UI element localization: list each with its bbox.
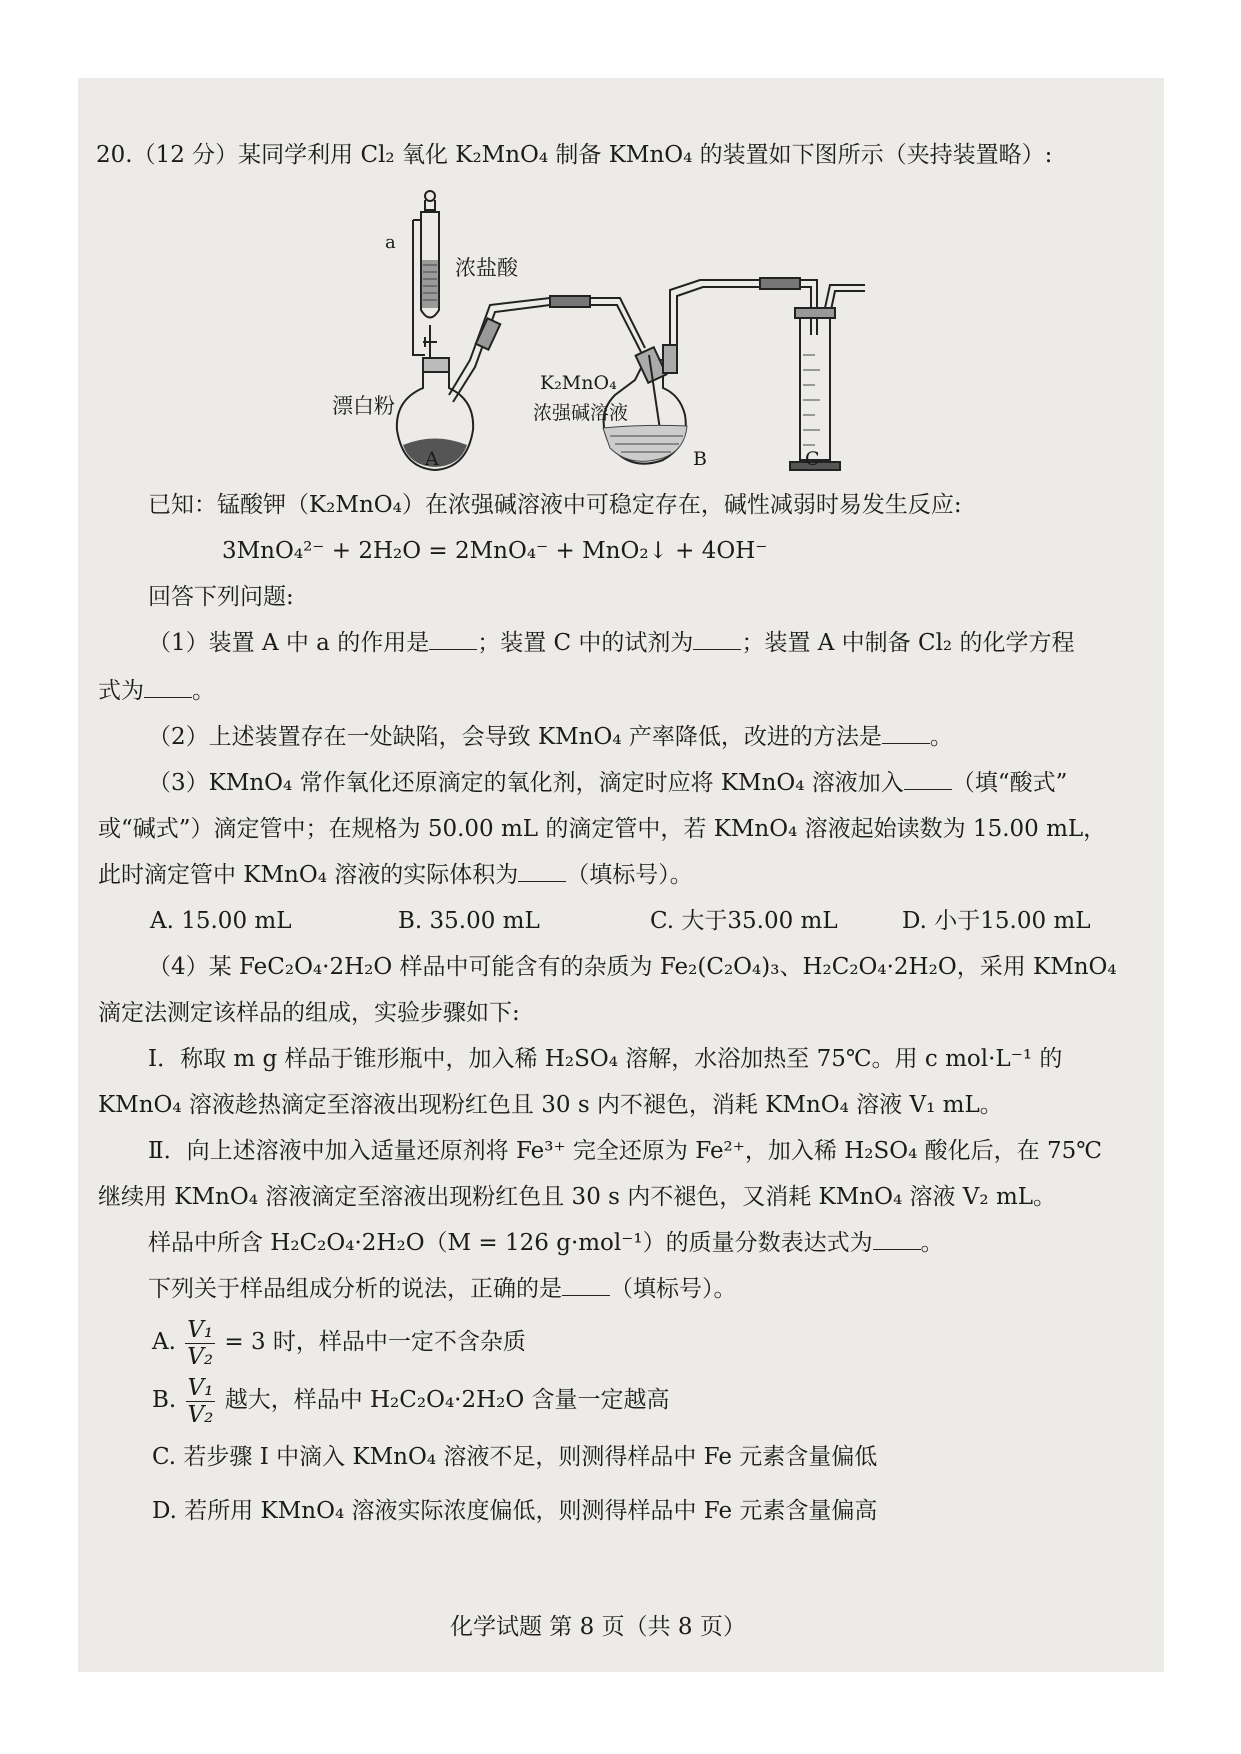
fraction-numerator: V₁: [187, 1316, 214, 1343]
part-1-text-a: （1）装置 A 中 a 的作用是: [148, 630, 430, 656]
answer-blank[interactable]: [562, 1277, 610, 1296]
option-a-text: = 3 时，样品中一定不含杂质: [224, 1329, 526, 1355]
label-concentrated-hcl: 浓盐酸: [455, 256, 518, 280]
label-k2mno4: K₂MnO₄: [540, 372, 617, 394]
reaction-equation: 3MnO₄²⁻ + 2H₂O = 2MnO₄⁻ + MnO₂↓ + 4OH⁻: [222, 538, 768, 564]
part-1-line-1: [148, 628, 1074, 658]
label-bleaching-powder: 漂白粉: [332, 394, 395, 418]
page-footer: 化学试题 第 8 页（共 8 页）: [450, 1614, 746, 1640]
answer-blank[interactable]: [144, 679, 192, 698]
analysis-option-c: C. 若步骤 Ⅰ 中滴入 KMnO₄ 溶液不足，则测得样品中 Fe 元素含量偏低: [152, 1444, 878, 1470]
analysis-option-d: D. 若所用 KMnO₄ 溶液实际浓度偏低，则测得样品中 Fe 元素含量偏高: [152, 1498, 878, 1524]
mass-fraction-end: 。: [920, 1230, 944, 1256]
part-3-option-d: D. 小于15.00 mL: [902, 908, 1091, 934]
question-20-heading: 20.（12 分）某同学利用 Cl₂ 氧化 K₂MnO₄ 制备 KMnO₄ 的装置如下图所示（夹持装置略）:: [96, 142, 1053, 168]
part-2-text-b: 。: [929, 724, 953, 750]
answer-blank[interactable]: [518, 863, 566, 882]
step-1-line-2: KMnO₄ 溶液趁热滴定至溶液出现粉红色且 30 s 内不褪色，消耗 KMnO₄ 溶液 V₁ mL。: [98, 1092, 1003, 1118]
analysis-end: （填标号）。: [610, 1276, 737, 1302]
part-1-text-b: ；装置 C 中的试剂为: [477, 630, 694, 656]
known-info: 已知：锰酸钾（K₂MnO₄）在浓强碱溶液中可稳定存在，碱性减弱时易发生反应:: [148, 492, 962, 518]
answer-blank[interactable]: [429, 631, 477, 650]
part-1-line-2: [98, 676, 215, 706]
part-3-text-a: （3）KMnO₄ 常作氧化还原滴定的氧化剂，滴定时应将 KMnO₄ 溶液加入: [148, 770, 904, 796]
step-2-line-2: 继续用 KMnO₄ 溶液滴定至溶液出现粉红色且 30 s 内不褪色，又消耗 KMnO₄ 溶液 V₂ mL。: [98, 1184, 1057, 1210]
answer-blank[interactable]: [904, 771, 952, 790]
part-1-text-e: 。: [192, 678, 215, 704]
analysis-option-b: [152, 1370, 670, 1430]
label-apparatus-a: A: [425, 448, 439, 470]
fraction-numerator: V₁: [187, 1374, 214, 1401]
option-b-text: 越大，样品中 H₂C₂O₄·2H₂O 含量一定越高: [224, 1387, 670, 1413]
analysis-text: 下列关于样品组成分析的说法，正确的是: [148, 1276, 562, 1302]
part-3-text-c: 此时滴定管中 KMnO₄ 溶液的实际体积为: [98, 862, 519, 888]
analysis-option-a: [152, 1312, 526, 1372]
part-3-line-1: [148, 768, 1067, 798]
part-4-line-1: （4）某 FeC₂O₄·2H₂O 样品中可能含有的杂质为 Fe₂(C₂O₄)₃、H₂C₂O₄·2H₂O，采用 KMnO₄: [148, 954, 1117, 980]
part-1-text-c: ；装置 A 中制备 Cl₂ 的化学方程: [741, 630, 1075, 656]
answer-blank[interactable]: [873, 1231, 921, 1250]
part-2-text-a: （2）上述装置存在一处缺陷，会导致 KMnO₄ 产率降低，改进的方法是: [148, 724, 882, 750]
part-3-line-2: 或“碱式”）滴定管中；在规格为 50.00 mL 的滴定管中，若 KMnO₄ 溶液起始读数为 15.00 mL，: [98, 816, 1107, 842]
step-2-line-1: Ⅱ．向上述溶液中加入适量还原剂将 Fe³⁺ 完全还原为 Fe²⁺，加入稀 H₂SO₄ 酸化后，在 75℃: [148, 1138, 1102, 1164]
part-3-text-b: （填“酸式”: [951, 770, 1068, 796]
analysis-question: [148, 1274, 737, 1304]
label-a: a: [385, 232, 396, 253]
apparatus-diagram: [332, 190, 865, 479]
part-3-option-a: A. 15.00 mL: [150, 908, 292, 934]
part-1-text-d: 式为: [98, 678, 144, 704]
apparatus-drawing: [345, 190, 865, 475]
fraction-v1-v2: [185, 1317, 215, 1370]
part-3-option-b: B. 35.00 mL: [398, 908, 540, 934]
label-apparatus-c: C: [805, 448, 820, 470]
part-3-line-3: [98, 860, 693, 890]
mass-fraction-text: 样品中所含 H₂C₂O₄·2H₂O（M = 126 g·mol⁻¹）的质量分数表达式为: [148, 1230, 873, 1256]
answer-blank[interactable]: [693, 631, 741, 650]
fraction-v1-v2: [186, 1375, 216, 1428]
option-b-label: B.: [152, 1387, 177, 1413]
label-strong-alkali: 浓强碱溶液: [533, 402, 629, 424]
part-3-option-c: C. 大于35.00 mL: [650, 908, 838, 934]
fraction-denominator: V₂: [187, 1401, 214, 1428]
part-2: [148, 722, 953, 752]
step-1-line-1: Ⅰ．称取 m g 样品于锥形瓶中，加入稀 H₂SO₄ 溶解，水浴加热至 75℃。用 c mol·L⁻¹ 的: [148, 1046, 1063, 1072]
option-a-label: A.: [152, 1329, 176, 1355]
part-4-line-2: 滴定法测定该样品的组成，实验步骤如下:: [98, 1000, 520, 1026]
label-apparatus-b: B: [693, 448, 707, 470]
answer-prompt: 回答下列问题:: [148, 584, 294, 610]
answer-blank[interactable]: [882, 725, 930, 744]
fraction-denominator: V₂: [187, 1343, 214, 1370]
mass-fraction-question: [148, 1228, 944, 1258]
part-3-text-d: （填标号）。: [566, 862, 693, 888]
